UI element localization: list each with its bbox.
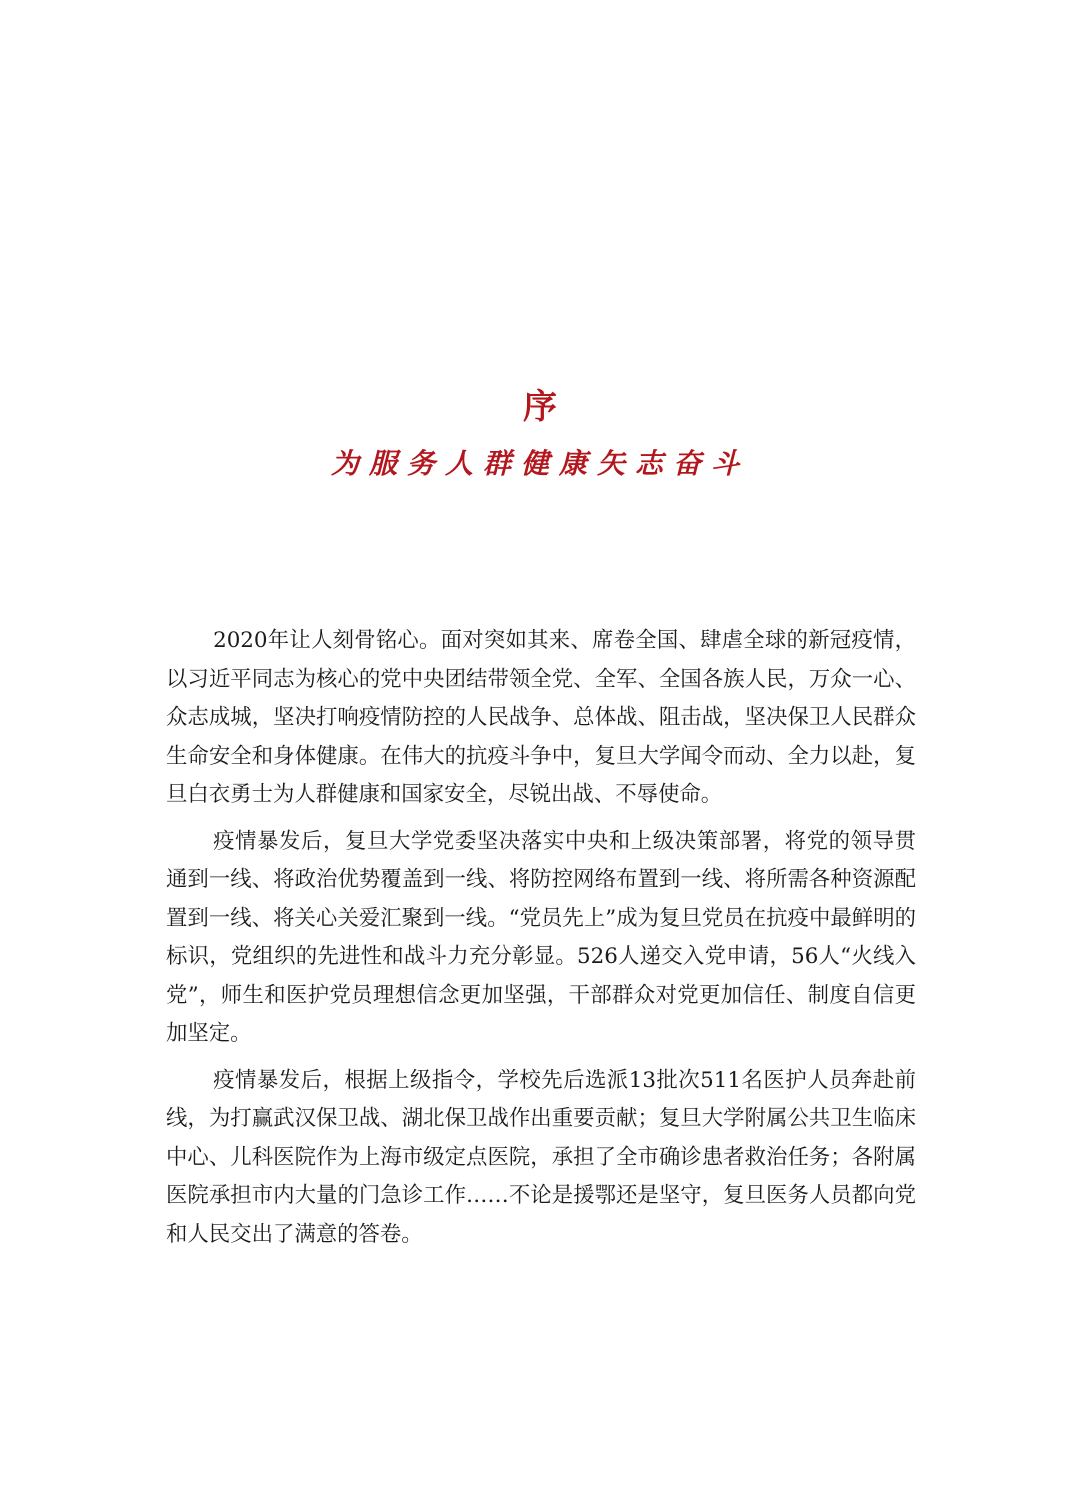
page-title: 序 [523,387,557,427]
paragraph: 疫情暴发后，复旦大学党委坚决落实中央和上级决策部署，将党的领导贯通到一线、将政治优势覆盖到一线、将防控网络布置到一线、将所需各种资源配置到一线、将关心关爱汇聚到一线。“党员先上”成为复旦党员在抗疫中最鲜明的标识，党组织的先进性和战斗力充分彰显。526人递交入党申请，56人“火线入党”，师生和医护党员理想信念更加坚强，干部群众对党更加信任、制度自信更加坚定。 [166,828,916,1046]
body-text [166,622,916,1262]
paragraph: 2020年让人刻骨铭心。面对突如其来、席卷全国、肆虐全球的新冠疫情，以习近平同志为核心的党中央团结带领全党、全军、全国各族人民，万众一心、众志成城，坚决打响疫情防控的人民战争、总体战、阻击战，坚决保卫人民群众生命安全和身体健康。在伟大的抗疫斗争中，复旦大学闻令而动、全力以赴，复旦白衣勇士为人群健康和国家安全，尽锐出战、不辱使命。 [166,628,916,807]
paragraph: 疫情暴发后，根据上级指令，学校先后选派13批次511名医护人员奔赴前线，为打赢武汉保卫战、湖北保卫战作出重要贡献；复旦大学附属公共卫生临床中心、儿科医院作为上海市级定点医院，承担了全市确诊患者救治任务；各附属医院承担市内大量的门急诊工作……不论是援鄂还是坚守，复旦医务人员都向党和人民交出了满意的答卷。 [166,1067,916,1247]
page-subtitle: 为服务人群健康矢志奋斗 [330,447,749,480]
